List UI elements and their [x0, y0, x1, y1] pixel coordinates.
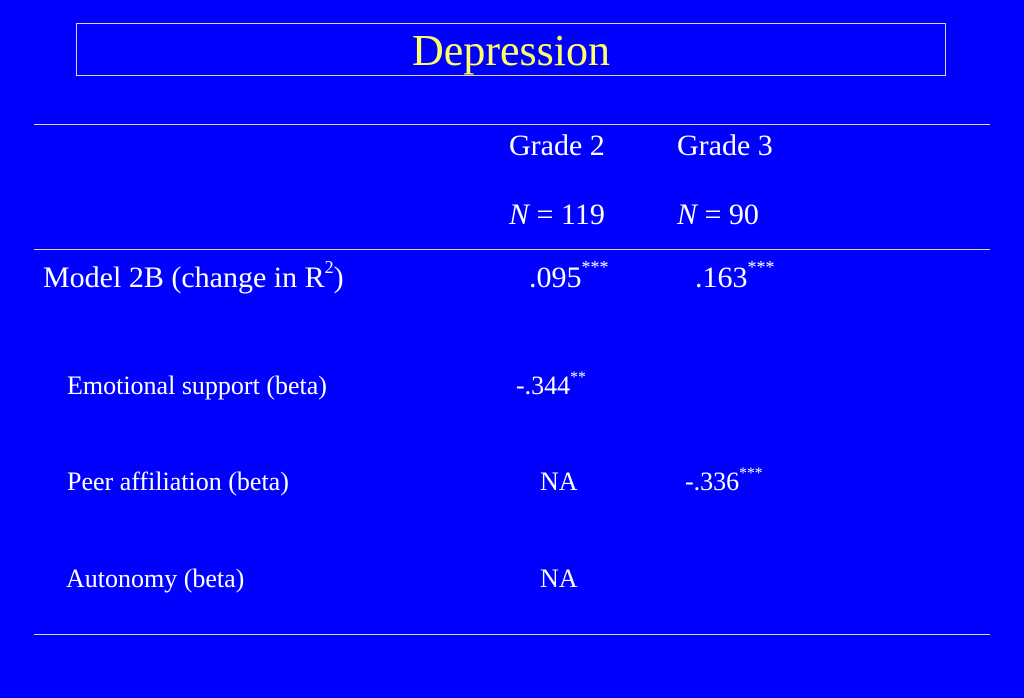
- header-n-grade3: [677, 200, 759, 230]
- slide-title: Depression: [412, 25, 610, 75]
- table-bottom-rule: [34, 634, 990, 635]
- significance-stars: ***: [747, 257, 775, 278]
- row-label-emotional-support: Emotional support (beta): [67, 371, 327, 400]
- value: -.336: [685, 467, 740, 496]
- row-label-suffix: ): [333, 261, 344, 294]
- value: .095: [529, 261, 582, 294]
- row-label-peer-affiliation: Peer affiliation (beta): [67, 467, 289, 496]
- significance-stars: **: [570, 369, 586, 387]
- n-symbol: N: [509, 198, 530, 231]
- r-squared-superscript: 2: [324, 257, 334, 278]
- significance-stars: ***: [739, 465, 763, 483]
- peer-affiliation-grade3-value: [685, 465, 763, 496]
- row-label-model-2b: [43, 257, 344, 294]
- value: -.344: [516, 371, 571, 400]
- row-label-prefix: Model 2B (change in R: [43, 261, 325, 294]
- value: .163: [695, 261, 748, 294]
- row-label-autonomy: Autonomy (beta): [66, 564, 245, 593]
- n-grade2-value: = 119: [529, 198, 605, 231]
- title-box: [76, 23, 946, 76]
- header-grade2: Grade 2: [509, 129, 605, 162]
- model-2b-grade3-value: [695, 257, 775, 294]
- table-header-rule: [34, 249, 990, 250]
- table-top-rule: [34, 124, 990, 125]
- autonomy-grade2-value: [540, 566, 578, 592]
- significance-stars: ***: [581, 257, 609, 278]
- model-2b-grade2-value: [529, 257, 609, 294]
- peer-affiliation-grade2-value: [540, 469, 578, 495]
- n-symbol: N: [677, 198, 698, 231]
- emotional-support-grade2-value: [516, 369, 586, 400]
- header-n-grade2: [509, 200, 605, 230]
- n-grade3-value: = 90: [697, 198, 759, 231]
- value: NA: [540, 564, 578, 593]
- header-grade3: Grade 3: [677, 129, 773, 162]
- value: NA: [540, 467, 578, 496]
